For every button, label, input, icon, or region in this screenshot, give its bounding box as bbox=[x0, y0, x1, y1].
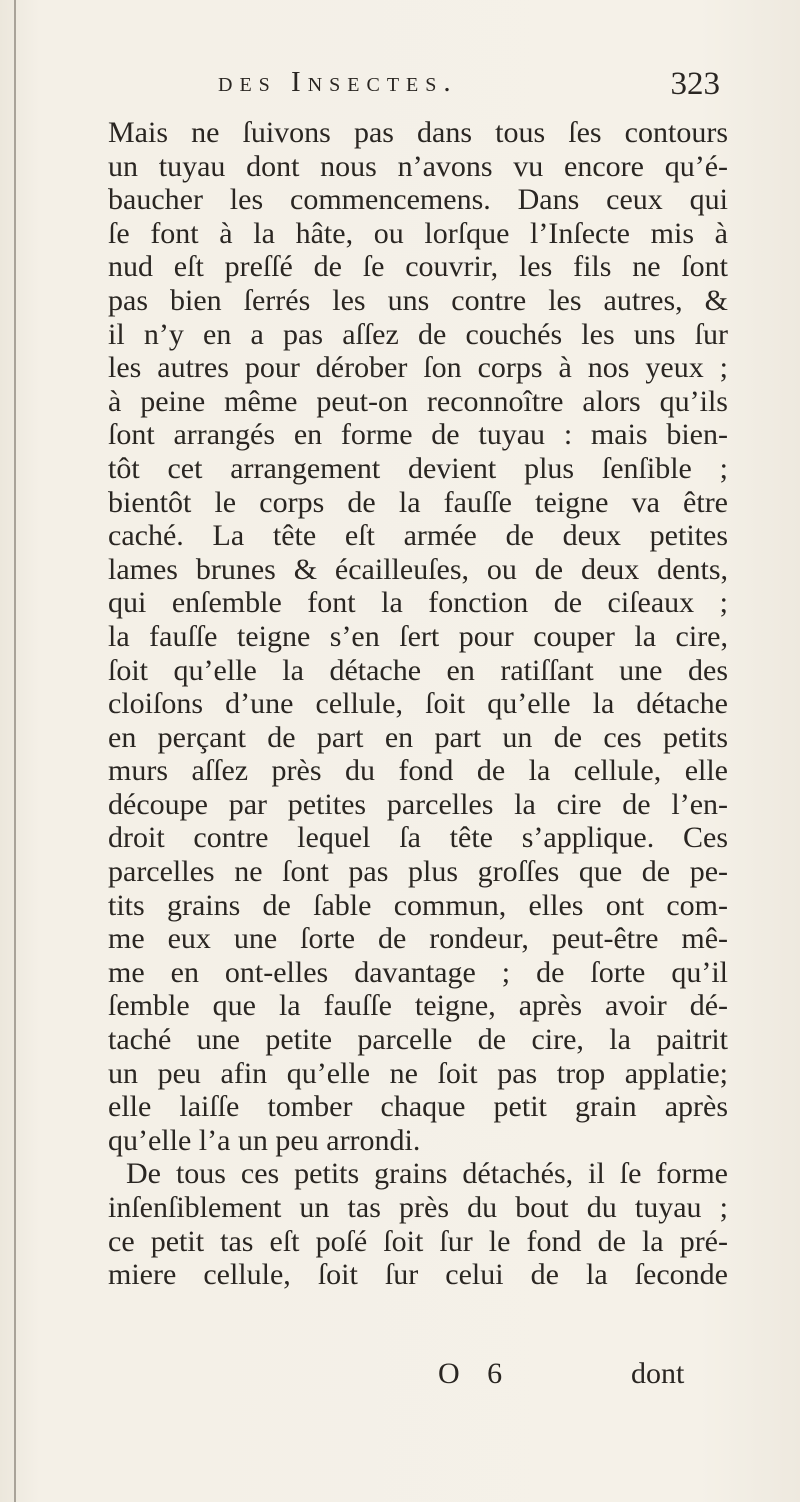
text-line: ce petit tas eſt poſé ſoit ſur le fond de la pré- bbox=[108, 1224, 728, 1258]
text-line: ſont arrangés en forme de tuyau : mais bien- bbox=[108, 418, 728, 452]
text-line: caché. La tête eſt armée de deux petites bbox=[108, 519, 728, 553]
text-line: ſemble que la fauſſe teigne, après avoir dé- bbox=[108, 989, 728, 1023]
text-line: nud eſt preſſé de ſe couvrir, les fils ne ſont bbox=[108, 250, 728, 284]
page-gutter-edge bbox=[14, 0, 16, 1502]
text-line: un peu afin qu’elle ne ſoit pas trop applatie; bbox=[108, 1056, 728, 1090]
text-line: découpe par petites parcelles la cire de l’en- bbox=[108, 787, 728, 821]
text-line: qui enſemble font la fonction de ciſeaux ; bbox=[108, 586, 728, 620]
text-line: la fauſſe teigne s’en ſert pour couper la cire, bbox=[108, 619, 728, 653]
text-line: De tous ces petits grains détachés, il ſe forme bbox=[126, 1157, 728, 1191]
running-head: des Insectes. bbox=[218, 66, 458, 98]
text-line: taché une petite parcelle de cire, la paitrit bbox=[108, 1023, 728, 1057]
catchword: dont bbox=[631, 1357, 685, 1390]
text-line: tôt cet arrangement devient plus ſenſible ; bbox=[108, 451, 728, 485]
text-line: droit contre lequel ſa tête s’applique. Ces bbox=[108, 821, 728, 855]
text-line: baucher les commencemens. Dans ceux qui bbox=[108, 183, 728, 217]
text-line: cloiſons d’une cellule, ſoit qu’elle la détache bbox=[108, 687, 728, 721]
page-footer bbox=[0, 1357, 800, 1391]
text-line: ſoit qu’elle la détache en ratiſſant une des bbox=[108, 653, 728, 687]
text-line: pas bien ſerrés les uns contre les autres, & bbox=[108, 283, 728, 317]
signature-mark: O 6 bbox=[438, 1357, 513, 1390]
text-line: miere cellule, ſoit ſur celui de la ſeconde bbox=[108, 1258, 728, 1292]
text-line: à peine même peut-on reconnoître alors qu’ils bbox=[108, 384, 728, 418]
text-line: me eux une ſorte de rondeur, peut-être mê- bbox=[108, 922, 728, 956]
text-line: parcelles ne ſont pas plus groſſes que de pe- bbox=[108, 855, 728, 889]
page-number: 323 bbox=[670, 66, 720, 102]
text-line: murs aſſez près du fond de la cellule, elle bbox=[108, 754, 728, 788]
text-line: qu’elle l’a un peu arrondi. bbox=[108, 1123, 421, 1157]
text-line: il n’y en a pas aſſez de couchés les uns ſur bbox=[108, 317, 728, 351]
text-line: tits grains de ſable commun, elles ont com- bbox=[108, 888, 728, 922]
text-line: bientôt le corps de la fauſſe teigne va être bbox=[108, 485, 728, 519]
text-line: elle laiſſe tomber chaque petit grain après bbox=[108, 1090, 728, 1124]
page-header bbox=[0, 66, 800, 110]
text-line: les autres pour dérober ſon corps à nos yeux ; bbox=[108, 351, 728, 385]
text-line: Mais ne ſuivons pas dans tous ſes contours bbox=[108, 116, 728, 149]
text-line: me en ont-elles davantage ; de ſorte qu’il bbox=[108, 955, 728, 989]
text-line: un tuyau dont nous n’avons vu encore qu’é- bbox=[108, 149, 728, 183]
text-line: ſe font à la hâte, ou lorſque l’Inſecte mis à bbox=[108, 216, 728, 250]
text-line: en perçant de part en part un de ces petits bbox=[108, 720, 728, 754]
text-line: lames brunes & écailleuſes, ou de deux dents, bbox=[108, 552, 728, 586]
body-text bbox=[108, 116, 728, 1292]
text-line: inſenſiblement un tas près du bout du tuyau ; bbox=[108, 1191, 728, 1224]
